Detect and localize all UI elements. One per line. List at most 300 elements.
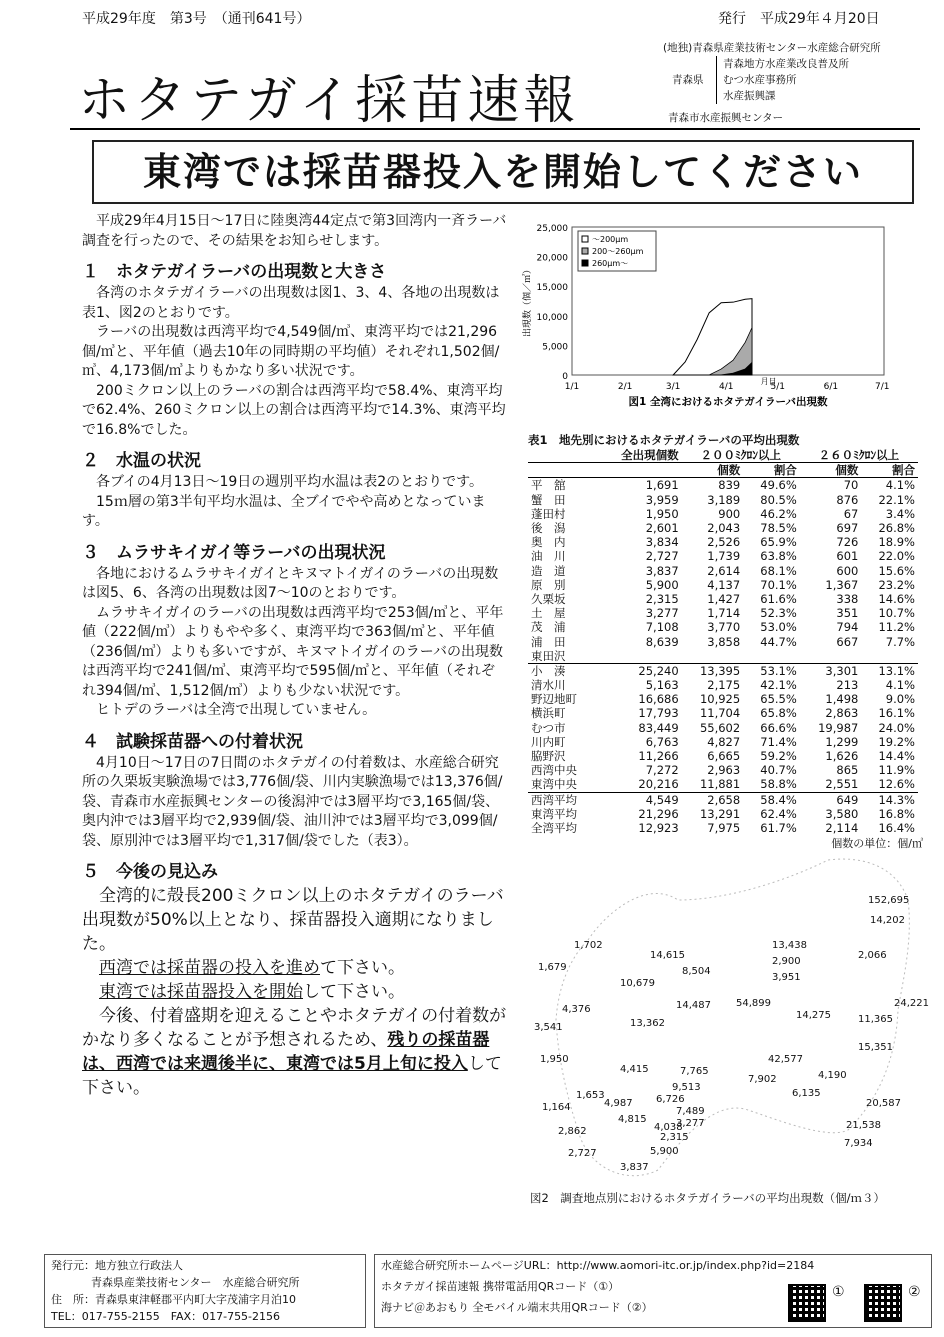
table-row: [528, 478, 918, 493]
table-cell: 14.3%: [861, 792, 918, 807]
table-cell: 794: [836, 620, 859, 635]
table-cell: 1,367: [825, 577, 859, 592]
table-cell: 338: [836, 591, 859, 606]
west-rest: て下さい。: [320, 958, 405, 978]
table-cell: 58.8%: [760, 777, 797, 792]
paragraph: 各湾のホタテガイラーバの出現数は図1、3、4、各地の出現数は表1、図2のとおりです。: [82, 285, 500, 321]
table-row: [528, 807, 918, 821]
table-cell: 16.8%: [878, 806, 915, 821]
map-station-value: 7,934: [844, 1138, 873, 1149]
table-cell: 61.7%: [760, 820, 797, 835]
table-header: [528, 463, 597, 478]
table-cell: 351: [836, 606, 859, 621]
table-row-label: むつ市: [531, 720, 566, 735]
paragraph: 各ブイの4月13日～19日の週別平均水温は表2のとおりです。: [96, 474, 484, 490]
table-row-label: 原 別: [531, 577, 566, 592]
table-cell: 3,277: [645, 606, 679, 621]
table-cell: 697: [836, 521, 859, 536]
table-cell: 42.1%: [760, 678, 797, 693]
table-cell: 62.4%: [760, 806, 797, 821]
table1-unit: 個数の単位：個/㎥: [831, 837, 923, 851]
table-row-label: 西湾平均: [528, 792, 597, 807]
table-row-label: 野辺地町: [531, 692, 577, 707]
table-cell: 61.6%: [760, 591, 797, 606]
table-cell: 40.7%: [760, 763, 797, 778]
legend-label: 260μm～: [592, 259, 629, 268]
table-row-label: 蓬田村: [531, 506, 566, 521]
map-station-value: 4,376: [562, 1004, 591, 1015]
map-station-value: 1,653: [576, 1090, 605, 1101]
main-text: [82, 212, 508, 1100]
publisher-line: 青森地方水産業改良普及所: [723, 58, 849, 70]
x-tick-label: 1/1: [564, 382, 580, 392]
outlook-plain: 今後、付着盛期を迎えることやホタテガイの付着数がかなり多くなることが予想されるため、: [82, 1006, 507, 1050]
y-tick-label: 25,000: [536, 224, 568, 234]
table-row-label: 川内町: [531, 734, 566, 749]
table-cell: 5,900: [645, 577, 679, 592]
table-cell: 4,549: [597, 792, 681, 807]
table-cell: 2,658: [682, 792, 744, 807]
map-station-value: 14,615: [650, 950, 685, 961]
table-cell: 20,216: [638, 777, 679, 792]
y-tick-label: 20,000: [536, 253, 568, 264]
publisher-main: (地独)青森県産業技術センター水産総合研究所: [663, 42, 881, 54]
table-cell: 11.2%: [878, 620, 915, 635]
table-cell: 23.2%: [878, 577, 915, 592]
table-cell: 600: [836, 563, 859, 578]
table-cell: 4,827: [707, 734, 741, 749]
table-cell: 1,498: [825, 692, 859, 707]
map-station-value: 1,950: [540, 1054, 569, 1065]
table-header: 個数: [682, 463, 744, 478]
table-cell: 3,858: [707, 634, 741, 649]
table-cell: 1,626: [825, 749, 859, 764]
table-cell: 2,863: [825, 706, 859, 721]
table-cell: 2,526: [707, 535, 741, 550]
table-header: [528, 448, 597, 463]
map-station-value: 4,038: [654, 1122, 683, 1133]
table-cell: 71.4%: [760, 734, 797, 749]
section-heading: ２ 水温の状況: [82, 451, 201, 471]
table-cell: 1,427: [707, 591, 741, 606]
table-row: [528, 692, 918, 706]
table-cell: 19,987: [818, 720, 859, 735]
intro-text: 平成29年4月15日～17日に陸奥湾44定点で第3回湾内一斉ラーバ調査を行ったので、その結果をお知らせします。: [82, 213, 507, 249]
table-cell: 900: [718, 506, 741, 521]
table-cell: 16.1%: [878, 706, 915, 721]
section-heading: ５ 今後の見込み: [82, 862, 218, 882]
table-cell: 59.2%: [760, 749, 797, 764]
table-cell: 3,834: [645, 535, 679, 550]
footer-publisher: [44, 1254, 366, 1328]
legend-label: 200～260μm: [592, 247, 644, 256]
map-station-value: 6,135: [792, 1088, 821, 1099]
table-cell: 7.7%: [885, 634, 915, 649]
outlook-final: [82, 1004, 508, 1100]
y-tick-label: 0: [562, 372, 568, 382]
table-cell: 70.1%: [760, 577, 797, 592]
map-station-value: 1,679: [538, 962, 567, 973]
figure2-caption: 図2 調査地点別におけるホタテガイラーバの平均出現数（個/ｍ３）: [530, 1191, 886, 1205]
map-station-value: 3,541: [534, 1022, 563, 1033]
table-cell: 3,770: [707, 620, 741, 635]
table-cell: 601: [836, 549, 859, 564]
map-station-value: 3,837: [620, 1162, 649, 1173]
table-cell: 7,272: [645, 763, 679, 778]
table-cell: 2,315: [645, 591, 679, 606]
table-cell: 78.5%: [760, 521, 797, 536]
table-cell: 2,175: [707, 678, 741, 693]
table-row-label: 東湾平均: [531, 806, 577, 821]
table-row: [528, 507, 918, 521]
table-cell: 1,739: [707, 549, 741, 564]
table-cell: 3,959: [645, 492, 679, 507]
table-row: [528, 634, 918, 648]
map-station-value: 13,362: [630, 1018, 665, 1029]
table-cell: 2,601: [645, 521, 679, 536]
table-cell: 12,923: [638, 820, 679, 835]
table-cell: 22.1%: [878, 492, 915, 507]
footer-line: 住 所：青森県東津軽郡平内町大字茂浦字月泊10: [51, 1293, 296, 1306]
homepage-url[interactable]: 水産総合研究所ホームページURL：http://www.aomori-itc.or.jp/index.php?id=2184: [381, 1259, 815, 1272]
table-cell: 6,665: [707, 749, 741, 764]
table-row-label: 西湾中央: [531, 763, 577, 778]
map-station-value: 5,900: [650, 1146, 679, 1157]
qr-code-1-icon[interactable]: [788, 1284, 826, 1322]
table-row: [528, 735, 918, 749]
x-tick-label: 5/1: [770, 382, 785, 392]
headline-banner: 東湾では採苗器投入を開始してください: [92, 140, 914, 204]
table-cell: 68.1%: [760, 563, 797, 578]
table-row-label: 東湾中央: [531, 777, 577, 792]
table-cell: 21,296: [638, 806, 679, 821]
paragraph: 200ミクロン以上のラーバの割合は西湾平均で58.4%、東湾平均で62.4%、260ミクロン以上の割合は西湾平均で14.3%、東湾平均で16.8%でした。: [82, 382, 506, 438]
map-station-value: 14,275: [796, 1010, 831, 1021]
table-cell: 6,763: [645, 734, 679, 749]
table-row-label: 清水川: [531, 678, 566, 693]
table-row-label: 後 潟: [531, 521, 566, 536]
table-cell: 2,963: [707, 763, 741, 778]
map-station-value: 152,695: [868, 895, 910, 906]
table-row: [528, 606, 918, 620]
map-station-value: 7,765: [680, 1066, 709, 1077]
table-cell: 53.0%: [760, 620, 797, 635]
map-station-value: 21,538: [846, 1120, 881, 1131]
map-station-value: 2,727: [568, 1148, 597, 1159]
x-tick-label: 3/1: [665, 382, 681, 392]
map-station-value: 2,066: [858, 950, 887, 961]
table-cell: 4.1%: [885, 678, 915, 693]
table-cell: 49.6%: [760, 478, 797, 493]
table-cell: 1,299: [825, 734, 859, 749]
table-row-label: 蟹 田: [531, 492, 566, 507]
table-header: 個数: [800, 463, 862, 478]
map-station-value: 4,415: [620, 1064, 649, 1075]
table-cell: 12.6%: [878, 777, 915, 792]
table-cell: 11,704: [699, 706, 741, 721]
table-cell: [861, 649, 918, 664]
section-heading: ４ 試験採苗器への付着状況: [82, 731, 303, 752]
map-station-value: 15,351: [858, 1042, 893, 1053]
table-row: [528, 535, 918, 549]
issue-number: 平成29年度 第3号 （通刊641号）: [82, 11, 311, 27]
table-cell: 66.6%: [760, 720, 797, 735]
table-row-label: 久栗坂: [531, 591, 566, 606]
outlook-end: して下さい。: [82, 1054, 502, 1098]
map-station-value: 9,513: [672, 1082, 701, 1093]
table-cell: 213: [836, 678, 859, 693]
y-axis-label: 出現数（個／㎥）: [523, 264, 533, 338]
table-row-label: 東田沢: [531, 648, 566, 663]
table-cell: 1,950: [645, 506, 679, 521]
map-station-value: 11,365: [858, 1014, 893, 1025]
table-cell: 726: [836, 535, 859, 550]
publisher-list: [716, 56, 849, 104]
table-cell: 667: [836, 634, 859, 649]
table-cell: 63.8%: [760, 549, 797, 564]
table1: [528, 432, 923, 851]
chart-title: 図1 全湾におけるホタテガイラーバ出現数: [628, 396, 828, 408]
table-cell: 11.9%: [878, 763, 915, 778]
paragraph: 各地におけるムラサキイガイとキヌマトイガイのラーバの出現数は図5、6、各湾の出現数は図7～10のとおりです。: [82, 565, 499, 601]
table-header: 全出現個数: [597, 448, 681, 463]
map-station-value: 20,587: [866, 1098, 901, 1109]
map-station-value: 2,900: [772, 956, 801, 967]
map-station-value: 24,221: [894, 998, 929, 1009]
qr-code-2-icon[interactable]: [864, 1284, 902, 1322]
map-station-value: 7,489: [676, 1106, 705, 1117]
outlook-west: [82, 956, 508, 980]
table-cell: 22.0%: [878, 549, 915, 564]
y-tick-label: 15,000: [536, 283, 568, 294]
table-header: ２６０ﾐｸﾛﾝ以上: [800, 448, 918, 463]
qr-mark-1: ①: [832, 1284, 845, 1300]
table-header: [597, 463, 681, 478]
table-cell: 10.7%: [878, 606, 915, 621]
table-row-label: 造 道: [531, 563, 566, 578]
table-cell: 3,837: [645, 563, 679, 578]
footer-line: 発行元：地方独立行政法人: [51, 1259, 183, 1272]
map-station-value: 3,277: [676, 1118, 705, 1129]
paragraph: ムラサキイガイのラーバの出現数は西湾平均で253個/㎥と、平年値（222個/㎥）よりもやや多く、東湾平均で363個/㎥と、平年値（236個/㎥）よりも多いですが、キヌマトイガイのラーバの出現数は西湾平均で241個/㎥、東湾平均で595個/㎥と、平年値（それぞれ394個/㎥、1,512個/㎥）よりも少ない状況です。: [82, 604, 504, 699]
table-row-label: 平 舘: [531, 478, 566, 493]
table-cell: 70: [843, 478, 859, 493]
table-row-label: 油 川: [531, 549, 566, 564]
table-cell: 1,691: [645, 478, 679, 493]
table-row: [528, 749, 918, 763]
page-title: ホタテガイ採苗速報: [78, 71, 580, 131]
table-cell: 10,925: [699, 692, 741, 707]
footer-links: [374, 1254, 932, 1328]
table-row: [528, 649, 918, 664]
map-station-value: 4,987: [604, 1098, 633, 1109]
map-station-value: 7,902: [748, 1074, 777, 1085]
table-row: [528, 578, 918, 592]
table-cell: 3,301: [800, 663, 862, 678]
table-cell: 65.9%: [760, 535, 797, 550]
table-row-label: 奥 内: [531, 535, 566, 550]
table-row: [528, 564, 918, 578]
legend-swatch: [582, 260, 588, 266]
table-cell: [682, 649, 744, 664]
legend-label: ～200μm: [592, 235, 629, 244]
map-station-value: 6,726: [656, 1094, 685, 1105]
table-cell: 2,727: [645, 549, 679, 564]
table-cell: 18.9%: [878, 535, 915, 550]
table-cell: 25,240: [597, 663, 681, 678]
table-cell: 11,881: [699, 777, 741, 792]
table-row: [528, 521, 918, 535]
section-heading: １ ホタテガイラーバの出現数と大きさ: [82, 262, 387, 282]
table-cell: 46.2%: [760, 506, 797, 521]
table-row-label: 小 湊: [528, 663, 597, 678]
table-row-label: 土 屋: [531, 606, 566, 621]
x-tick-label: 6/1: [823, 382, 839, 392]
table-header: 割合: [861, 463, 918, 478]
map-station-value: 4,190: [818, 1070, 847, 1081]
table-cell: 649: [800, 792, 862, 807]
table-cell: 7,108: [645, 620, 679, 635]
legend-swatch: [582, 236, 588, 242]
table-cell: 865: [836, 763, 859, 778]
table-cell: [743, 649, 800, 664]
paragraph: ヒトデのラーバは全湾で出現していません。: [96, 702, 377, 718]
table-row: [528, 821, 918, 835]
outlook-east: [82, 980, 508, 1004]
table-row: [528, 620, 918, 634]
table-row: [528, 663, 918, 678]
table-header: 割合: [743, 463, 800, 478]
map-station-value: 2,315: [660, 1132, 689, 1143]
table-row: [528, 792, 918, 807]
footer-phone: TEL：017-755-2155 FAX：017-755-2156: [51, 1310, 281, 1323]
publisher-line: むつ水産事務所: [723, 74, 797, 86]
table-cell: 24.0%: [878, 720, 915, 735]
table-cell: 13,395: [682, 663, 744, 678]
publisher-city: 青森市水産振興センター: [668, 112, 784, 124]
figure1-chart: [520, 215, 920, 430]
map-station-value: 1,164: [542, 1102, 571, 1113]
map-station-value: 8,504: [682, 966, 711, 977]
map-station-value: 4,815: [618, 1114, 647, 1125]
table-cell: 4.1%: [885, 478, 915, 493]
table-cell: 7,975: [707, 820, 741, 835]
table-cell: 1,714: [707, 606, 741, 621]
publisher-pref: 青森県: [672, 74, 704, 86]
y-tick-label: 10,000: [536, 312, 568, 323]
table-cell: 55,602: [699, 720, 741, 735]
table-cell: 15.6%: [878, 563, 915, 578]
qr-label-1: ホタテガイ採苗速報 携帯電話用QRコード（①）: [381, 1280, 620, 1293]
figure2-map: [528, 840, 929, 1205]
table-cell: 53.1%: [743, 663, 800, 678]
footer-line: 青森県産業技術センター 水産総合研究所: [91, 1276, 300, 1289]
qr-mark-2: ②: [908, 1284, 921, 1300]
table-row: [528, 777, 918, 792]
map-station-value: 3,951: [772, 972, 801, 983]
table1-caption: 表1 地先別におけるホタテガイラーバの平均出現数: [528, 433, 800, 447]
table-cell: 16.4%: [878, 820, 915, 835]
table-cell: 52.3%: [760, 606, 797, 621]
section-heading: ３ ムラサキイガイ等ラーバの出現状況: [82, 542, 386, 563]
map-station-value: 2,862: [558, 1126, 587, 1137]
table-cell: 65.8%: [760, 706, 797, 721]
header-rule: [70, 128, 920, 130]
table-cell: 4,137: [707, 577, 741, 592]
table-cell: [800, 649, 862, 664]
table-cell: 44.7%: [760, 634, 797, 649]
table-cell: 876: [836, 492, 859, 507]
table-row-label: 茂 浦: [531, 620, 566, 635]
map-station-value: 13,438: [772, 940, 807, 951]
table-row-label: 全湾平均: [531, 820, 577, 835]
x-axis-label: 月日: [760, 377, 777, 386]
table-cell: 2,551: [825, 777, 859, 792]
table-cell: 67: [843, 506, 859, 521]
west-instruction: 西湾では採苗器の投入を進め: [99, 958, 320, 978]
table-cell: 9.0%: [885, 692, 915, 707]
table1-grid: [528, 448, 918, 835]
table-cell: 3,580: [825, 806, 859, 821]
outlook-text: 全湾的に殻長200ミクロン以上のホタテガイのラーバ出現数が50%以上となり、採苗器投入適期になりました。: [82, 886, 504, 954]
table-row: [528, 678, 918, 692]
table-row-label: 脇野沢: [531, 749, 566, 764]
map-station-value: 1,702: [574, 940, 603, 951]
y-tick-label: 5,000: [542, 342, 568, 353]
table-row: [528, 706, 918, 720]
table-cell: 11,266: [638, 749, 679, 764]
table-row: [528, 592, 918, 606]
map-station-value: 42,577: [768, 1054, 803, 1065]
issue-date: 発行 平成29年４月20日: [718, 11, 880, 27]
x-tick-label: 7/1: [875, 382, 890, 392]
table-cell: 5,163: [645, 678, 679, 693]
table-cell: 17,793: [638, 706, 679, 721]
table-cell: 13,291: [699, 806, 741, 821]
table-row: [528, 721, 918, 735]
table-row: [528, 763, 918, 777]
table-cell: 65.5%: [760, 692, 797, 707]
qr-label-2: 海ナビ＠あおもり 全モバイル端末共用QRコード（②）: [381, 1301, 653, 1314]
legend-swatch: [582, 248, 588, 254]
map-station-value: 10,679: [620, 978, 655, 989]
table-row: [528, 549, 918, 563]
table-cell: 2,614: [707, 563, 741, 578]
x-tick-label: 2/1: [617, 382, 633, 392]
outlook-bold: 残りの採苗器は、西湾では来週後半に、東湾では5月上旬に投入: [82, 1030, 490, 1074]
map-station-value: 54,899: [736, 998, 771, 1009]
publisher-line: 水産振興課: [723, 90, 776, 102]
map-station-value: 14,487: [676, 1000, 711, 1011]
paragraph: ラーバの出現数は西湾平均で4,549個/㎥、東湾平均では21,296個/㎥と、平年値（過去10年の同時期の平均値）それぞれ1,502個/㎥、4,173個/㎥よりもかなり多い状況です。: [82, 324, 500, 379]
table-cell: 58.4%: [743, 792, 800, 807]
table-cell: 83,449: [638, 720, 679, 735]
table-cell: [597, 649, 681, 664]
table-cell: 13.1%: [861, 663, 918, 678]
paragraph: 4月10日～17日の7日間のホタテガイの付着数は、水産総合研究所の久栗坂実験漁場では3,776個/袋、川内実験漁場では13,376個/袋、青森市水産振興センターの後潟沖では3層平均で3,165個/袋、奥内沖では3層平均で2,939個/袋、油川沖では3層平均で3,099個/袋、原別沖では3層平均で1,317個/袋でした（表3）。: [82, 754, 503, 849]
east-instruction: 東湾では採苗器投入を開始: [99, 982, 303, 1002]
table-row: [528, 493, 918, 507]
table-cell: 80.5%: [760, 492, 797, 507]
east-rest: して下さい。: [303, 982, 405, 1002]
table-cell: 14.6%: [878, 591, 915, 606]
paragraph: 15ｍ層の第3半旬平均水温は、全ブイでやや高めとなっています。: [82, 493, 486, 529]
table-cell: 3,189: [707, 492, 741, 507]
table-cell: 8,639: [645, 634, 679, 649]
map-station-value: 14,202: [870, 915, 905, 926]
table-cell: 14.4%: [878, 749, 915, 764]
table-cell: 16,686: [638, 692, 679, 707]
